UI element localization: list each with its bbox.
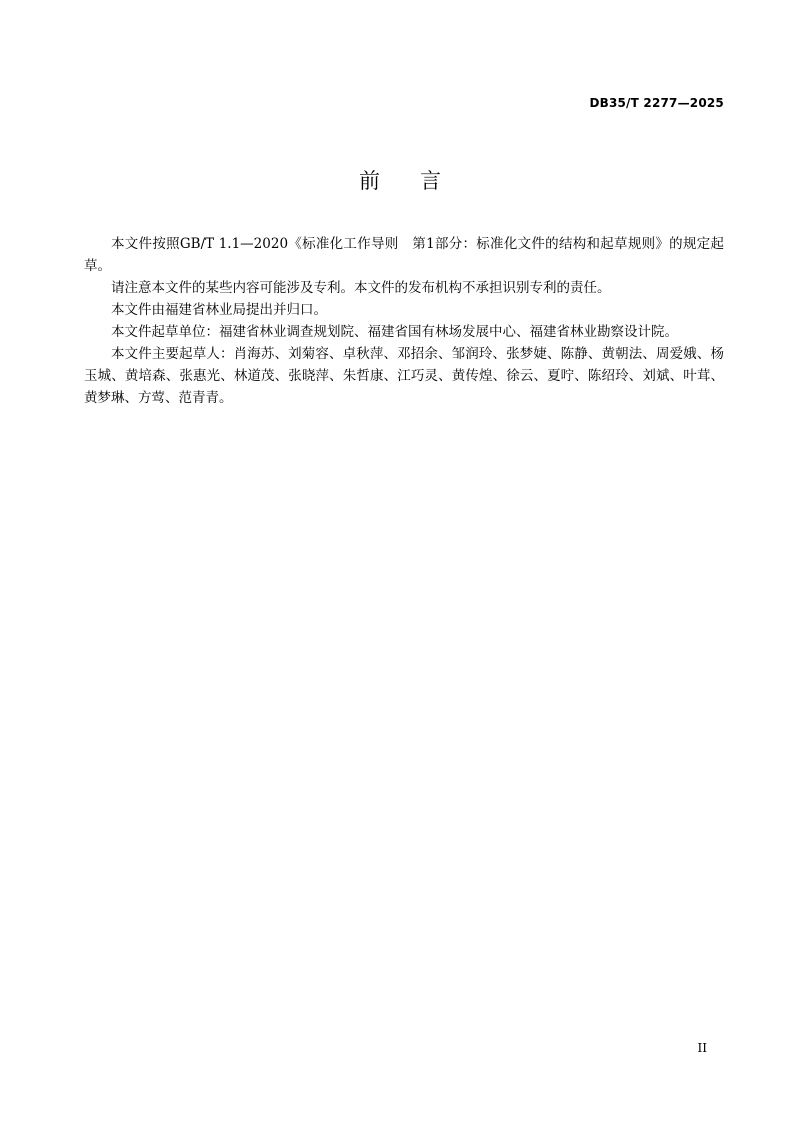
paragraph-proposer: 本文件由福建省林业局提出并归口。 bbox=[111, 302, 327, 318]
foreword-title-char-1: 前 bbox=[359, 169, 380, 193]
foreword-title-char-2: 言 bbox=[420, 169, 441, 193]
page-number: II bbox=[697, 1041, 707, 1055]
paragraph-drafting-standard: 本文件按照GB/T 1.1—2020《标准化工作导则 第1部分：标准化文件的结构和起草规则》的规定起草。 bbox=[84, 236, 724, 274]
paragraph-main-drafters: 本文件主要起草人：肖海苏、刘菊容、卓秋萍、邓招余、邹润玲、张梦婕、陈静、黄朝法、周爱娥、杨玉城、黄培森、张惠光、林道茂、张晓萍、朱哲康、江巧灵、黄传煌、徐云、夏咛、陈绍玲、刘斌、叶茸、黄梦琳、方莺、范青青。 bbox=[84, 346, 724, 406]
foreword-title bbox=[0, 167, 800, 195]
foreword-body bbox=[84, 233, 724, 409]
paragraph-patent-notice: 请注意本文件的某些内容可能涉及专利。本文件的发布机构不承担识别专利的责任。 bbox=[111, 280, 611, 296]
paragraph-drafting-units: 本文件起草单位：福建省林业调查规划院、福建省国有林场发展中心、福建省林业勘察设计院。 bbox=[111, 324, 678, 340]
document-code: DB35/T 2277—2025 bbox=[589, 96, 724, 110]
